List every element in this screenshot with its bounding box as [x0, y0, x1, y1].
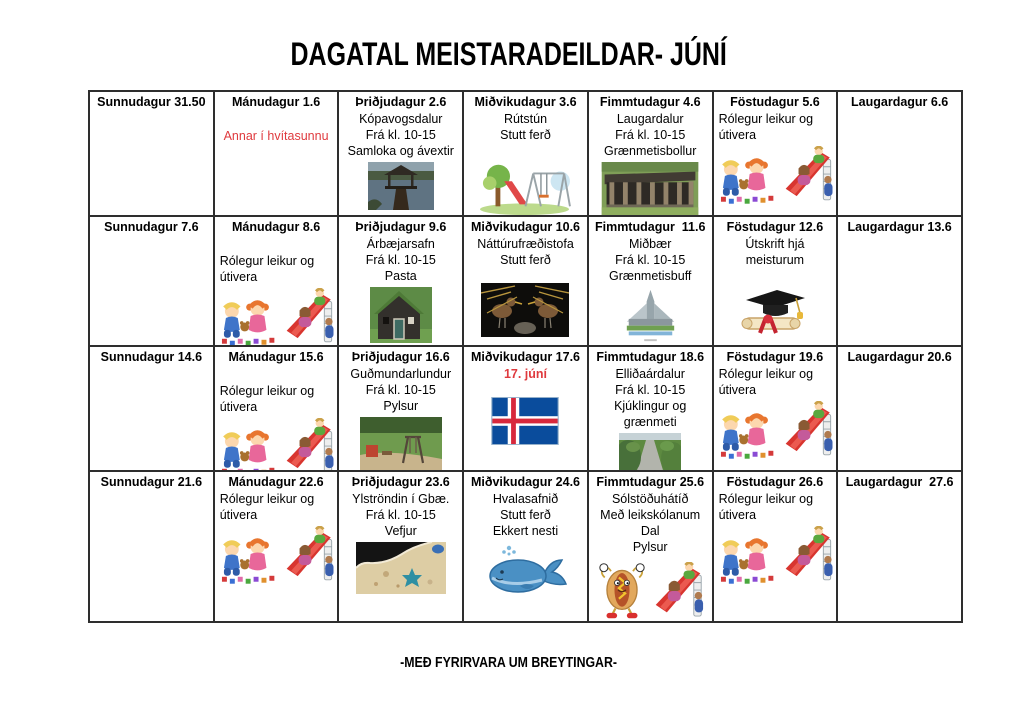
day-images	[592, 287, 709, 345]
day-header: Þriðjudagur 16.6	[351, 350, 450, 364]
day-note: Frá kl. 10-15	[615, 128, 686, 142]
day-images	[218, 526, 335, 584]
day-note: 17. júní	[503, 367, 548, 381]
day-note: Rólegur leikur og útivera	[219, 254, 315, 284]
day-note: Stutt ferð	[500, 128, 551, 142]
day-note: Útskrift hjá	[745, 237, 805, 251]
kids-slide-clipart	[652, 562, 704, 620]
day-header: Sunnudagur 21.6	[100, 475, 203, 489]
day-note: Grænmetisbuff	[608, 269, 692, 283]
day-cell	[714, 92, 839, 217]
day-header: Þriðjudagur 9.6	[355, 220, 447, 234]
day-note: Með leikskólanum	[600, 508, 701, 522]
day-images	[717, 283, 834, 337]
calendar-table	[88, 90, 963, 623]
kids-slide-clipart	[283, 418, 334, 472]
pond-photo	[368, 162, 434, 210]
day-cell	[589, 217, 714, 347]
day-header: Föstudagur 5.6	[730, 95, 820, 109]
footer-row	[0, 654, 1018, 672]
day-images	[342, 417, 459, 472]
kids-slide-clipart	[782, 401, 833, 459]
day-note: Rólegur leikur og útivera	[219, 492, 315, 522]
day-cell	[464, 217, 589, 347]
day-note: Ekkert nesti	[492, 524, 559, 538]
day-note: Rólegur leikur og útivera	[219, 384, 315, 414]
day-images	[717, 526, 834, 584]
whale-clipart	[482, 542, 568, 598]
day-note: Pylsur	[383, 399, 419, 413]
day-note: Pasta	[384, 269, 417, 283]
day-images	[467, 542, 584, 598]
day-cell	[464, 347, 589, 472]
day-note: Ylströndin í Gbæ.	[352, 492, 450, 506]
day-header: Fimmtudagur 18.6	[596, 350, 705, 364]
day-note: Vefjur	[384, 524, 417, 538]
day-cell	[90, 472, 215, 623]
day-cell	[464, 472, 589, 623]
day-note: Árbæjarsafn	[366, 237, 435, 251]
day-note: Guðmundarlundur	[350, 367, 452, 381]
day-cell	[215, 217, 340, 347]
kids-slide-clipart	[782, 526, 833, 584]
day-images	[342, 162, 459, 210]
day-header: Föstudagur 26.6	[726, 475, 824, 489]
kids-toys-clipart	[218, 294, 279, 346]
beach-photo	[356, 542, 446, 594]
day-note: Rólegur leikur og útivera	[718, 492, 814, 522]
day-header: Mánudagur 22.6	[228, 475, 324, 489]
day-header: Laugardagur 13.6	[847, 220, 952, 234]
day-header: Miðvikudagur 17.6	[470, 350, 581, 364]
day-images	[467, 283, 584, 337]
page-title: DAGATAL MEISTARADEILDAR- JÚNÍ	[290, 36, 728, 72]
day-images	[467, 158, 584, 216]
kids-toys-clipart	[717, 532, 778, 584]
day-header: Þriðjudagur 23.6	[351, 475, 450, 489]
day-cell	[215, 92, 340, 217]
day-note: Stutt ferð	[500, 508, 551, 522]
day-note: Elliðaárdalur	[615, 367, 685, 381]
kids-slide-clipart	[782, 146, 833, 204]
kids-slide-clipart	[283, 526, 334, 584]
turf-house-photo	[370, 287, 432, 343]
day-note: Frá kl. 10-15	[365, 508, 436, 522]
day-cell	[714, 217, 839, 347]
day-note: Náttúrufræðistofa	[477, 237, 574, 251]
kids-slide-clipart	[283, 288, 334, 346]
day-header: Laugardagur 20.6	[847, 350, 952, 364]
playground-clipart	[479, 158, 571, 216]
day-note: Sólstöðuhátíð	[611, 492, 689, 506]
shelter-photo	[600, 162, 700, 217]
day-note: Frá kl. 10-15	[615, 383, 686, 397]
kids-toys-clipart	[717, 152, 778, 204]
day-note: Rútstún	[503, 112, 548, 126]
day-header: Föstudagur 19.6	[726, 350, 824, 364]
birds-photo	[481, 283, 569, 337]
day-note: Frá kl. 10-15	[365, 128, 436, 142]
day-cell	[589, 472, 714, 623]
day-note: Hvalasafnið	[492, 492, 559, 506]
day-note: Rólegur leikur og útivera	[718, 367, 814, 397]
day-images	[218, 418, 335, 472]
day-cell	[339, 472, 464, 623]
day-header: Miðvikudagur 3.6	[474, 95, 577, 109]
day-header: Miðvikudagur 10.6	[470, 220, 581, 234]
day-cell	[589, 92, 714, 217]
path-photo	[619, 433, 681, 472]
day-note: Kjúklingur og	[614, 399, 687, 413]
day-cell	[838, 347, 963, 472]
day-images	[218, 288, 335, 346]
day-header: Miðvikudagur 24.6	[470, 475, 581, 489]
day-cell	[90, 217, 215, 347]
day-note: grænmeti	[623, 415, 677, 429]
page-title-row	[0, 36, 1018, 73]
day-cell	[714, 472, 839, 623]
day-header: Laugardagur 27.6	[845, 475, 954, 489]
day-images	[592, 558, 709, 620]
church-drawing	[623, 287, 678, 345]
day-cell	[589, 347, 714, 472]
day-cell	[90, 347, 215, 472]
day-header: Fimmtudagur 4.6	[599, 95, 701, 109]
iceland-flag	[491, 397, 559, 445]
day-cell	[838, 472, 963, 623]
day-images	[342, 542, 459, 594]
day-header: Fimmtudagur 11.6	[594, 220, 706, 234]
footer-note: -MEÐ FYRIRVARA UM BREYTINGAR-	[400, 655, 618, 671]
day-note: Stutt ferð	[500, 253, 551, 267]
day-cell	[90, 92, 215, 217]
kids-toys-clipart	[717, 407, 778, 459]
day-note: Frá kl. 10-15	[365, 383, 436, 397]
day-header: Föstudagur 12.6	[726, 220, 824, 234]
day-note: Annar í hvítasunnu	[223, 129, 329, 143]
day-header: Sunnudagur 14.6	[100, 350, 203, 364]
day-note: Pylsur	[632, 540, 668, 554]
kids-toys-clipart	[218, 532, 279, 584]
kids-toys-clipart	[218, 424, 279, 472]
day-cell	[215, 472, 340, 623]
day-header: Mánudagur 15.6	[228, 350, 324, 364]
day-cell	[339, 347, 464, 472]
day-header: Mánudagur 8.6	[231, 220, 321, 234]
day-cell	[464, 92, 589, 217]
day-cell	[339, 217, 464, 347]
day-note: Grænmetisbollur	[604, 144, 697, 158]
day-images	[467, 397, 584, 445]
playground-photo	[360, 417, 442, 472]
day-cell	[339, 92, 464, 217]
day-images	[592, 433, 709, 472]
day-note: Miðbær	[629, 237, 672, 251]
day-images	[717, 146, 834, 204]
day-cell	[838, 217, 963, 347]
day-header: Laugardagur 6.6	[851, 95, 949, 109]
day-cell	[838, 92, 963, 217]
day-images	[342, 287, 459, 343]
day-note: Frá kl. 10-15	[365, 253, 436, 267]
day-header: Þriðjudagur 2.6	[355, 95, 447, 109]
day-header: Mánudagur 1.6	[231, 95, 321, 109]
day-note: Laugardalur	[616, 112, 684, 126]
day-note: Rólegur leikur og útivera	[718, 112, 814, 142]
day-images	[717, 401, 834, 459]
day-note: Dal	[640, 524, 660, 538]
day-cell	[215, 347, 340, 472]
day-note: Frá kl. 10-15	[615, 253, 686, 267]
graduation-clipart	[736, 283, 814, 337]
day-cell	[714, 347, 839, 472]
day-note: Kópavogsdalur	[359, 112, 443, 126]
day-note: meisturum	[745, 253, 805, 267]
day-header: Sunnudagur 7.6	[104, 220, 199, 234]
day-images	[592, 162, 709, 217]
hotdog-clipart	[596, 558, 648, 620]
day-note: Samloka og ávextir	[347, 144, 454, 158]
day-header: Fimmtudagur 25.6	[596, 475, 705, 489]
day-header: Sunnudagur 31.50	[97, 95, 206, 109]
